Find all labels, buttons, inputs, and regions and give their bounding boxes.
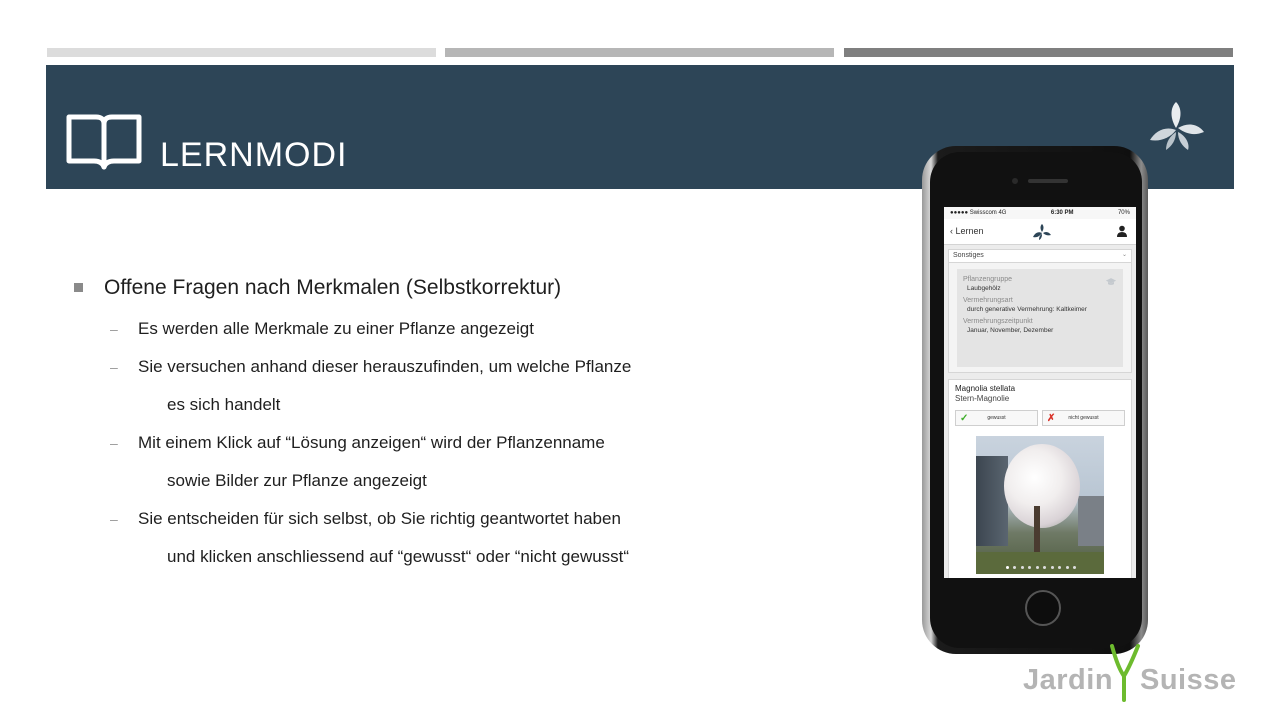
sub-bullet-4 [70, 500, 750, 538]
app-navbar [944, 219, 1136, 245]
bullet-content [70, 270, 750, 576]
page-title: LERNMODI [160, 136, 348, 174]
phone-screen [944, 207, 1136, 578]
properties-card [957, 269, 1123, 367]
app-logo-icon [1032, 223, 1052, 241]
sub-bullet-1 [70, 310, 750, 348]
property-label: Pflanzengruppe [963, 276, 1013, 283]
sub-bullet-continuation: es sich handelt [167, 395, 281, 414]
sub-bullet-3 [70, 424, 750, 462]
sub-bullet-continuation: sowie Bilder zur Pflanze angezeigt [167, 471, 427, 490]
accent-bar-dark [844, 48, 1233, 57]
pager-dot[interactable] [1021, 566, 1024, 569]
main-bullet-text: Offene Fragen nach Merkmalen (Selbstkorrektur) [104, 276, 562, 299]
section-select-value: Sonstiges [953, 252, 984, 259]
flower-logo-icon [1148, 100, 1206, 152]
photo-ground [976, 552, 1104, 574]
status-battery: 70% [1117, 210, 1130, 216]
property-value: durch generative Vermehrung: Kaltkeimer [967, 306, 1087, 313]
sub-bullet-2 [70, 348, 750, 386]
pager-dot[interactable] [1043, 566, 1046, 569]
known-button[interactable] [955, 410, 1038, 426]
dash-marker: – [110, 511, 118, 527]
pager-dot[interactable] [1006, 566, 1009, 569]
dash-marker: – [110, 435, 118, 451]
sub-bullet-text: Sie versuchen anhand dieser herauszufinden, um welche Pflanze [138, 357, 632, 376]
back-button[interactable] [950, 226, 984, 236]
plant-latin-name: Magnolia stellata [955, 384, 1016, 393]
chevron-down-icon: ⌄ [1121, 252, 1127, 258]
pager-dot[interactable] [1028, 566, 1031, 569]
sub-bullet-text: Sie entscheiden für sich selbst, ob Sie richtig geantwortet haben [138, 509, 621, 528]
status-carrier: ●●●●● Swisscom 4G [950, 210, 1007, 216]
photo-pager-dots[interactable] [1006, 566, 1076, 570]
book-icon [66, 114, 142, 170]
photo-building [1078, 496, 1104, 546]
pager-dot[interactable] [1013, 566, 1016, 569]
photo-tree-trunk [1034, 506, 1040, 556]
status-bar [944, 207, 1136, 219]
dash-marker: – [110, 321, 118, 337]
pager-dot[interactable] [1051, 566, 1054, 569]
solution-card [948, 379, 1132, 578]
brand-logo-left: Jardin [1023, 664, 1114, 696]
dash-marker: – [110, 359, 118, 375]
property-label: Vermehrungszeitpunkt [963, 318, 1033, 325]
answer-buttons [955, 410, 1125, 426]
property-value: Januar, November, Dezember [967, 327, 1054, 334]
user-icon[interactable] [1116, 225, 1128, 237]
photo-building [976, 456, 1008, 546]
pager-dot[interactable] [1073, 566, 1076, 569]
property-label: Vermehrungsart [963, 297, 1013, 304]
graduation-cap-icon [1105, 277, 1117, 286]
brand-logo-y-icon [1108, 644, 1142, 702]
pager-dot[interactable] [1066, 566, 1069, 569]
photo-tree-crown [1004, 444, 1080, 528]
brand-logo-right: Suisse [1140, 664, 1237, 696]
known-label: gewusst [987, 415, 1006, 421]
home-button [1025, 590, 1061, 626]
chevron-left-icon: ‹ [950, 226, 953, 236]
not-known-button[interactable] [1042, 410, 1125, 426]
square-bullet-icon [74, 283, 83, 292]
section-select[interactable] [948, 249, 1132, 263]
main-bullet [70, 270, 750, 306]
pager-dot[interactable] [1058, 566, 1061, 569]
plant-photo[interactable] [976, 436, 1104, 574]
properties-panel [948, 263, 1132, 373]
camera-icon [1012, 178, 1018, 184]
checkmark-icon: ✓ [960, 413, 969, 424]
sub-bullet-text: Es werden alle Merkmale zu einer Pflanze angezeigt [138, 319, 534, 338]
cross-icon: ✗ [1047, 413, 1056, 424]
accent-bar-medium [445, 48, 834, 57]
sub-bullet-continuation: und klicken anschliessend auf “gewusst“ oder “nicht gewusst“ [167, 547, 630, 566]
back-label: Lernen [955, 226, 984, 236]
plant-common-name: Stern-Magnolie [955, 394, 1010, 403]
not-known-label: nicht gewusst [1068, 415, 1099, 421]
status-time: 6:30 PM [1050, 210, 1074, 216]
accent-bar-light [47, 48, 436, 57]
property-value: Laubgehölz [967, 285, 1001, 292]
pager-dot[interactable] [1036, 566, 1039, 569]
speaker-grille [1028, 179, 1068, 183]
sub-bullet-text: Mit einem Klick auf “Lösung anzeigen“ wird der Pflanzenname [138, 433, 605, 452]
